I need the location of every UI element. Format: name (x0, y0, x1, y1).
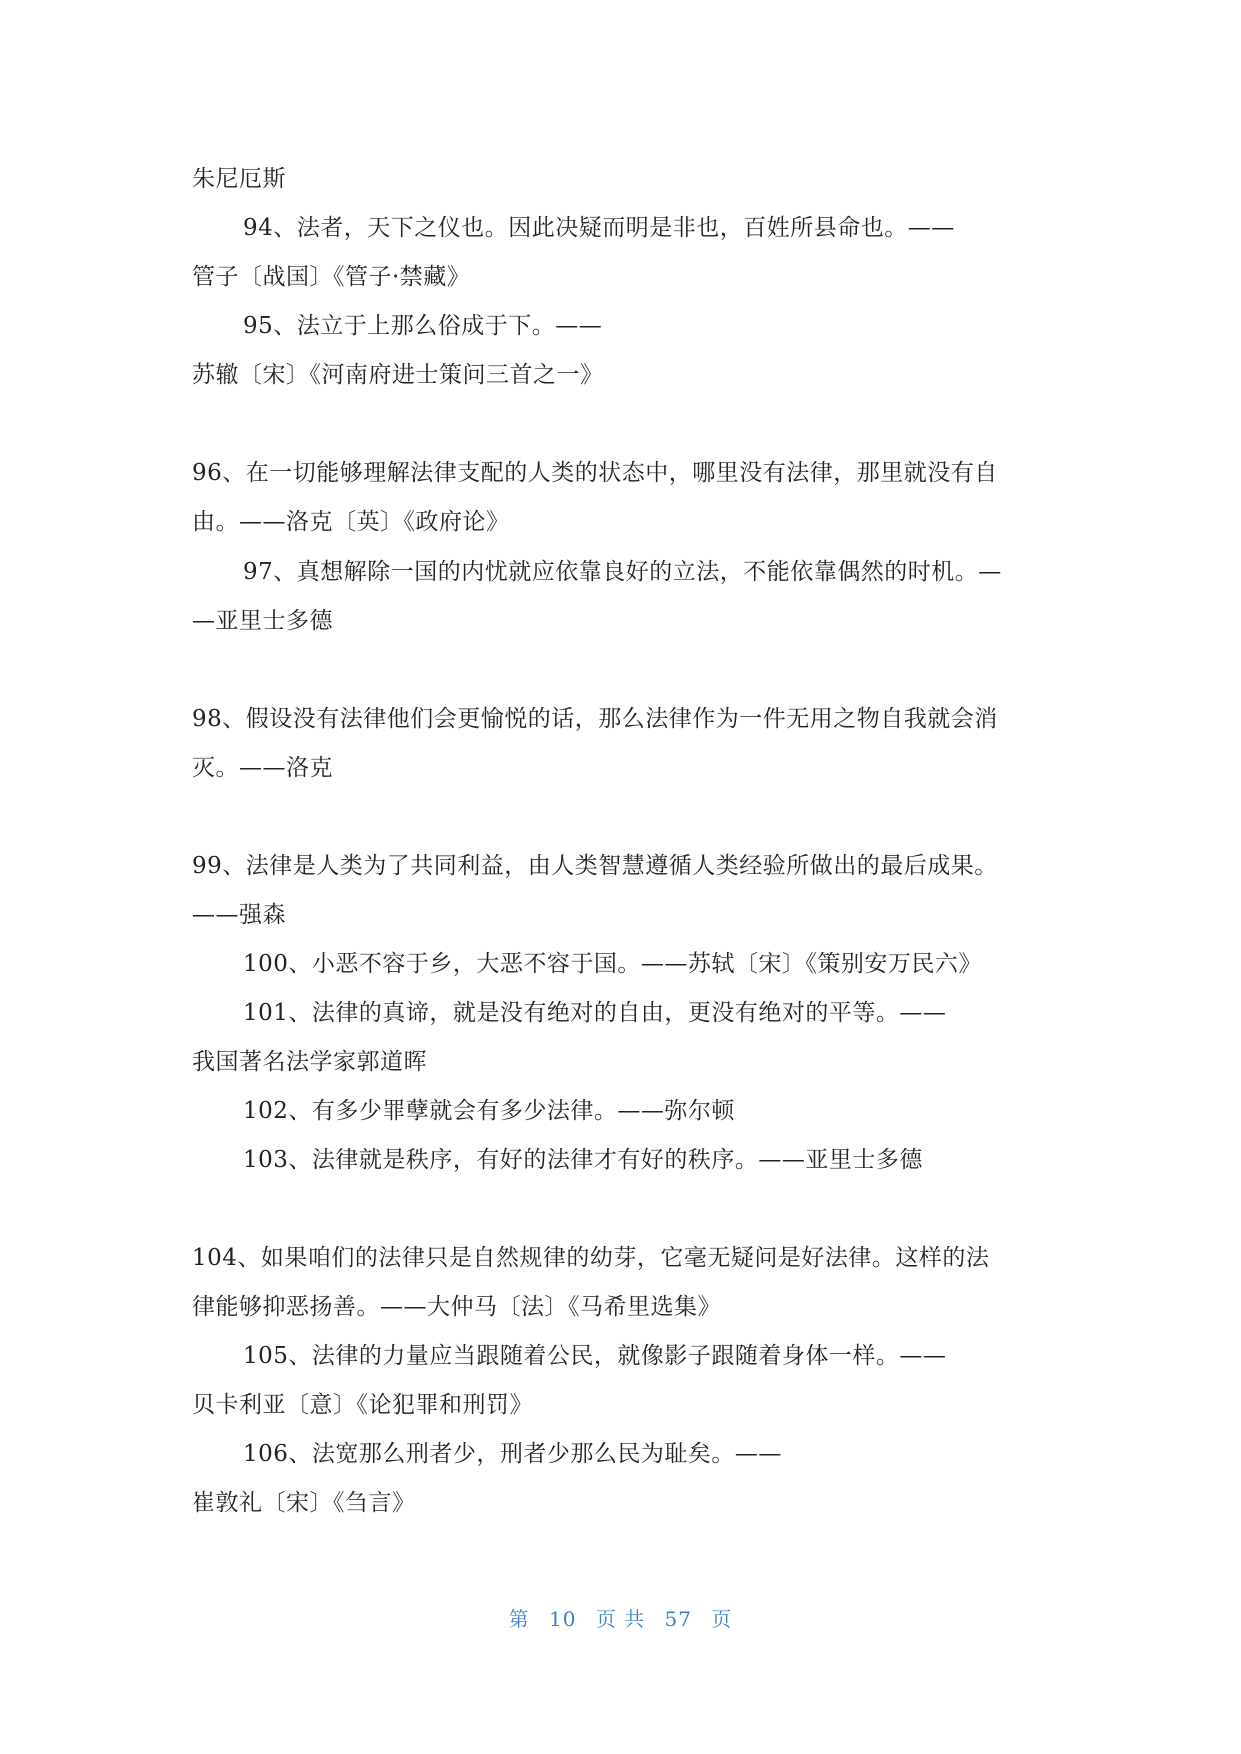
text-line: 103、法律就是秩序，有好的法律才有好的秩序。——亚里士多德 (243, 1147, 923, 1173)
text-line: 96、在一切能够理解法律支配的人类的状态中，哪里没有法律，那里就没有自 (192, 460, 998, 486)
text-line: 102、有多少罪孽就会有多少法律。——弥尔顿 (243, 1098, 735, 1124)
text-line: 100、小恶不容于乡，大恶不容于国。——苏轼〔宋〕《策别安万民六》 (243, 951, 982, 977)
text-line: —亚里士多德 (192, 608, 333, 634)
footer-page-number: 10 (549, 1607, 577, 1631)
text-line: 104、如果咱们的法律只是自然规律的幼芽，它毫无疑问是好法律。这样的法 (192, 1245, 990, 1271)
text-line: 94、法者，天下之仪也。因此决疑而明是非也，百姓所县命也。—— (243, 215, 955, 241)
text-line: 106、法宽那么刑者少，刑者少那么民为耻矣。—— (243, 1441, 782, 1467)
footer-label-page-of: 页 共 (595, 1607, 646, 1631)
text-line: 98、假设没有法律他们会更愉悦的话，那么法律作为一件无用之物自我就会消 (192, 706, 998, 732)
text-line: 苏辙〔宋〕《河南府进士策问三首之一》 (192, 362, 604, 388)
page-footer (0, 1603, 1241, 1632)
text-line: 105、法律的力量应当跟随着公民，就像影子跟随着身体一样。—— (243, 1343, 947, 1369)
text-line: 崔敦礼〔宋〕《刍言》 (192, 1490, 416, 1516)
text-line: ——强森 (192, 902, 286, 928)
text-line: 律能够抑恶扬善。——大仲马〔法〕《马希里选集》 (192, 1294, 721, 1320)
text-line: 95、法立于上那么俗成于下。—— (243, 313, 603, 339)
text-line: 我国著名法学家郭道晖 (192, 1049, 427, 1075)
text-line: 朱尼厄斯 (192, 166, 286, 192)
text-line: 101、法律的真谛，就是没有绝对的自由，更没有绝对的平等。—— (243, 1000, 947, 1026)
footer-label-page: 第 (508, 1607, 530, 1631)
text-line: 99、法律是人类为了共同利益，由人类智慧遵循人类经验所做出的最后成果。 (192, 853, 998, 879)
text-line: 管子〔战国〕《管子·禁藏》 (192, 264, 471, 290)
text-line: 灭。——洛克 (192, 755, 333, 781)
text-line: 由。——洛克〔英〕《政府论》 (192, 509, 510, 535)
footer-label-pages: 页 (711, 1607, 733, 1631)
text-line: 贝卡利亚〔意〕《论犯罪和刑罚》 (192, 1392, 533, 1418)
text-line: 97、真想解除一国的内忧就应依靠良好的立法，不能依靠偶然的时机。— (243, 559, 1002, 585)
footer-total-pages: 57 (664, 1607, 692, 1631)
